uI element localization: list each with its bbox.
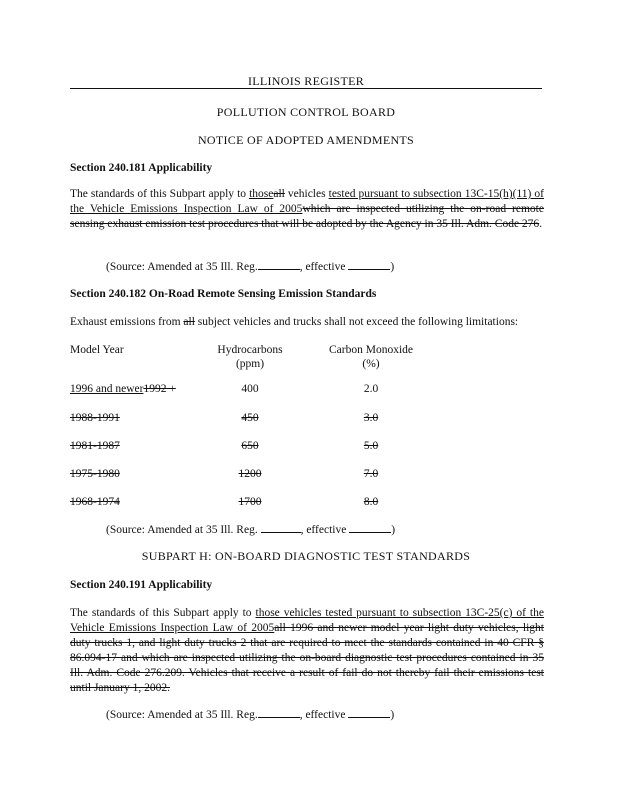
source-label: (Source: Amended at 35 Ill. Reg.	[106, 524, 258, 536]
text-run: subject vehicles and trucks shall not exceed the following limitations:	[194, 316, 519, 328]
section-191-heading: Section 240.191 Applicability	[70, 579, 213, 591]
register-blank	[261, 522, 301, 533]
col-header-carbon-monoxide: Carbon Monoxide	[328, 344, 413, 356]
section-182-source	[106, 522, 395, 538]
col-header-model-year: Model Year	[70, 344, 124, 356]
table-row	[0, 439, 618, 453]
text-run: .	[539, 217, 543, 230]
register-title: ILLINOIS REGISTER	[247, 74, 365, 88]
table-row	[0, 467, 618, 481]
source-effective: , effective	[299, 261, 346, 273]
source-end: )	[391, 524, 396, 536]
section-191-paragraph	[70, 606, 544, 696]
source-end: )	[390, 261, 395, 273]
deleted-text: Ill. Adm. Code 276.209. Vehicles that receive a result of fail do not thereby fail their emissions test until January 1, 2002.	[70, 666, 544, 694]
col-header-hc-unit: (ppm)	[235, 358, 265, 370]
deleted-text: 1992 +	[143, 383, 176, 395]
hc-cell: 450	[241, 412, 259, 424]
deleted-text: all	[183, 316, 195, 328]
text-run: The standards of this Subpart apply to	[70, 607, 256, 619]
section-181-paragraph	[70, 187, 544, 232]
model-year-cell	[70, 382, 176, 397]
effective-blank	[348, 259, 390, 270]
source-effective: , effective	[300, 524, 347, 536]
text-run: vehicles	[284, 188, 329, 200]
source-effective: , effective	[299, 709, 346, 721]
hc-cell: 1700	[238, 496, 262, 508]
col-header-co-unit: (%)	[362, 358, 380, 370]
board-title: POLLUTION CONTROL BOARD	[216, 105, 396, 119]
section-182-heading: Section 240.182 On-Road Remote Sensing Emission Standards	[70, 288, 377, 300]
table-row	[0, 411, 618, 425]
hc-cell: 400	[241, 383, 259, 395]
model-year-cell: 1981-1987	[70, 440, 120, 452]
table-row	[0, 382, 618, 396]
section-191-source	[106, 707, 394, 723]
notice-title: NOTICE OF ADOPTED AMENDMENTS	[197, 133, 415, 147]
effective-blank	[348, 707, 390, 718]
model-year-cell: 1975-1980	[70, 468, 120, 480]
col-header-hydrocarbons: Hydrocarbons	[217, 344, 283, 356]
section-181-heading: Section 240.181 Applicability	[70, 162, 213, 174]
section-182-intro	[70, 315, 544, 330]
deleted-text: all	[273, 188, 285, 200]
inserted-text: those	[249, 188, 274, 200]
section-181-source	[106, 259, 394, 275]
hc-cell: 650	[241, 440, 259, 452]
source-end: )	[390, 709, 395, 721]
co-cell: 7.0	[363, 468, 379, 480]
text-run: Exhaust emissions from	[70, 316, 184, 328]
register-blank	[258, 707, 300, 718]
model-year-cell: 1988-1991	[70, 412, 120, 424]
deleted-text: all 1996 and newer model year light duty vehicles, light duty trucks 1, and light duty trucks 2 that are required to meet the standards contained in 40 CFR § 86.094-17 and which are inspected utilizing the on-board diagnostic test procedures contained in 35	[70, 621, 544, 664]
header-rule	[70, 88, 542, 89]
co-cell: 3.0	[363, 412, 379, 424]
deleted-text: which are inspected utilizing the on-road remote sensing exhaust emission test procedures that will be adopted by the Agency in 35 Ill. Adm. Code 276	[70, 202, 544, 230]
table-row	[0, 495, 618, 509]
subpart-heading: SUBPART H: ON-BOARD DIAGNOSTIC TEST STANDARDS	[141, 549, 471, 563]
model-year-cell: 1968-1974	[70, 496, 120, 508]
source-label: (Source: Amended at 35 Ill. Reg.	[106, 709, 258, 721]
inserted-text: those vehicles tested pursuant to subsection 13C-25(c) of the Vehicle Emissions Inspection Law of 2005	[70, 607, 544, 634]
text-run: The standards of this Subpart apply to	[70, 188, 250, 200]
inserted-text: tested pursuant to subsection 13C-15(h)(11) of the Vehicle Emissions Inspection Law of 2005	[70, 188, 544, 215]
effective-blank	[349, 522, 391, 533]
co-cell: 2.0	[363, 383, 379, 395]
source-label: (Source: Amended at 35 Ill. Reg.	[106, 261, 258, 273]
co-cell: 8.0	[363, 496, 379, 508]
hc-cell: 1200	[238, 468, 262, 480]
co-cell: 5.0	[363, 440, 379, 452]
inserted-text: 1996 and newer	[70, 383, 144, 395]
register-blank	[258, 259, 300, 270]
